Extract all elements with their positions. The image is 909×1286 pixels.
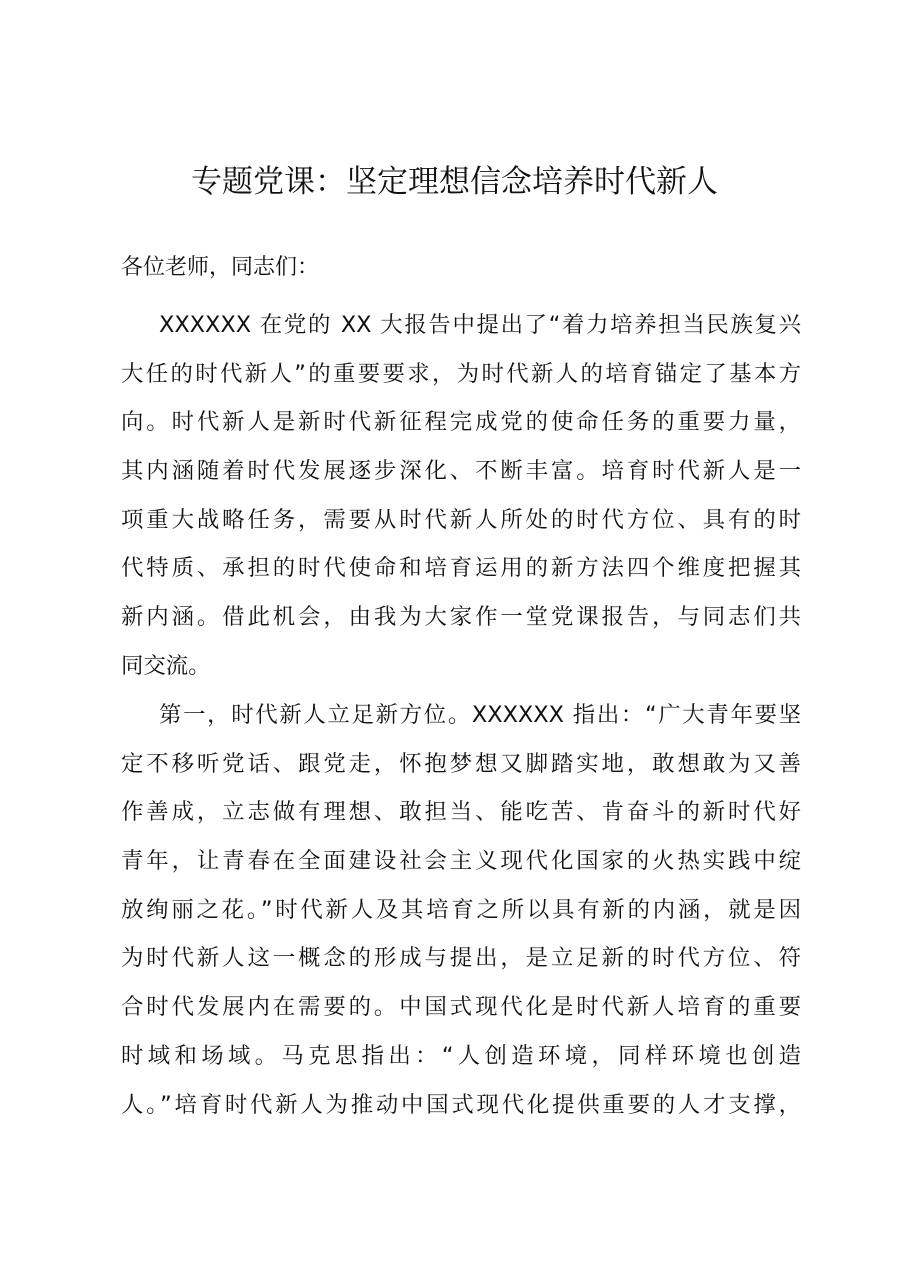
paragraph-line: 项重大战略任务，需要从时代新人所处的时代方位、具有的时 [121, 506, 801, 533]
paragraph-first-point [121, 697, 801, 1135]
paragraph-line: 同交流。 [121, 652, 211, 679]
paragraph-line: 定不移听党话、跟党走，怀抱梦想又脚踏实地，敢想敢为又善 [121, 750, 801, 777]
paragraph-line: 向。时代新人是新时代新征程完成党的使命任务的重要力量， [121, 409, 801, 436]
paragraph-line: 放绚丽之花。”时代新人及其培育之所以具有新的内涵，就是因 [121, 896, 801, 923]
paragraph-line: 其内涵随着时代发展逐步深化、不断丰富。培育时代新人是一 [121, 458, 801, 485]
paragraph-line: 合时代发展内在需要的。中国式现代化是时代新人培育的重要 [121, 994, 801, 1021]
paragraph-line: 代特质、承担的时代使命和培育运用的新方法四个维度把握其 [121, 555, 801, 582]
document-title: 专题党课：坚定理想信念培养时代新人 [191, 164, 718, 200]
paragraph-line: XXXXXX 在党的 XX 大报告中提出了“着力培养担当民族复兴 [159, 312, 801, 338]
paragraph-line: 为时代新人这一概念的形成与提出，是立足新的时代方位、符 [121, 945, 801, 972]
paragraph-line: 第一，时代新人立足新方位。XXXXXX 指出：“广大青年要坚 [159, 702, 801, 728]
paragraph-intro [121, 307, 801, 697]
paragraph-line: 新内涵。借此机会，由我为大家作一堂党课报告，与同志们共 [121, 604, 801, 631]
paragraph-line: 时域和场域。马克思指出：“人创造环境，同样环境也创造 [121, 1042, 801, 1069]
greeting-line: 各位老师，同志们： [121, 255, 320, 280]
paragraph-line: 人。”培育时代新人为推动中国式现代化提供重要的人才支撑， [121, 1091, 801, 1118]
paragraph-line: 青年，让青春在全面建设社会主义现代化国家的火热实践中绽 [121, 848, 801, 875]
paragraph-line: 大任的时代新人”的重要要求，为时代新人的培育锚定了基本方 [121, 360, 801, 387]
paragraph-line: 作善成，立志做有理想、敢担当、能吃苦、肯奋斗的新时代好 [121, 799, 801, 826]
